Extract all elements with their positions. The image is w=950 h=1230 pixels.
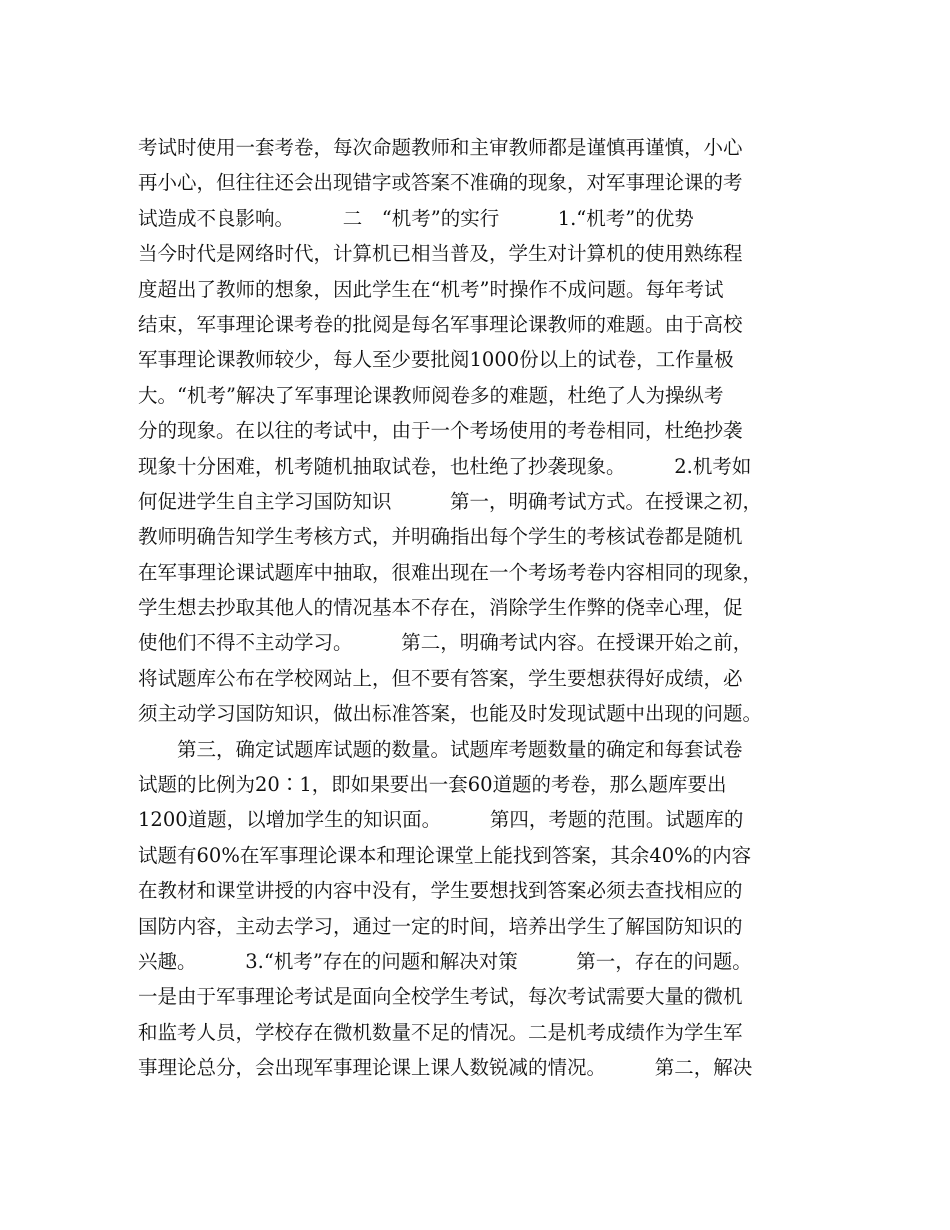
text-line: 须主动学习国防知识，做出标准答案，也能及时发现试题中出现的问题。 <box>138 702 763 726</box>
text-line: 当今时代是网络时代，计算机已相当普及，学生对计算机的使用熟练程 <box>138 242 743 266</box>
text-line: 教师明确告知学生考核方式，并明确指出每个学生的考核试卷都是随机 <box>138 525 743 549</box>
text-line: 分的现象。在以往的考试中，由于一个考场使用的考卷相同，杜绝抄袭 <box>138 419 743 443</box>
text-line: 第三，确定试题库试题的数量。试题库考题数量的确定和每套试卷 <box>138 737 743 761</box>
text-line: 在教材和课堂讲授的内容中没有，学生要想找到答案必须去查找相应的 <box>138 879 743 903</box>
text-line: 事理论总分，会出现军事理论课上课人数锐减的情况。 第二，解决 <box>138 1056 753 1080</box>
text-line: 军事理论课教师较少，每人至少要批阅1000份以上的试卷，工作量极 <box>138 348 734 372</box>
text-line: 试题的比例为20∶1，即如果要出一套60道题的考卷，那么题库要出 <box>138 773 727 797</box>
text-line: 在军事理论课试题库中抽取，很难出现在一个考场考卷内容相同的现象， <box>138 560 763 584</box>
body-text <box>138 130 828 1086</box>
text-line: 度超出了教师的想象，因此学生在“机考”时操作不成问题。每年考试 <box>138 277 724 301</box>
text-line: 考试时使用一套考卷，每次命题教师和主审教师都是谨慎再谨慎，小心 <box>138 136 743 159</box>
text-line: 试造成不良影响。 二 “机考”的实行 1.“机考”的优势 <box>138 206 694 230</box>
text-line: 兴趣。 3.“机考”存在的问题和解决对策 第一，存在的问题。 <box>138 949 752 973</box>
text-line: 学生想去抄取其他人的情况基本不存在，消除学生作弊的侥幸心理，促 <box>138 596 743 620</box>
text-line: 和监考人员，学校存在微机数量不足的情况。二是机考成绩作为学生军 <box>138 1020 743 1044</box>
text-line: 再小心，但往往还会出现错字或答案不准确的现象，对军事理论课的考 <box>138 171 743 195</box>
text-line: 结束，军事理论课考卷的批阅是每名军事理论课教师的难题。由于高校 <box>138 312 743 336</box>
text-line: 使他们不得不主动学习。 第二，明确考试内容。在授课开始之前， <box>138 631 753 655</box>
text-line: 大。“机考”解决了军事理论课教师阅卷多的难题，杜绝了人为操纵考 <box>138 383 724 407</box>
text-line: 一是由于军事理论考试是面向全校学生考试，每次考试需要大量的微机 <box>138 985 743 1009</box>
text-line: 1200道题，以增加学生的知识面。 第四，考题的范围。试题库的 <box>138 808 744 832</box>
text-line: 何促进学生自主学习国防知识 第一，明确考试方式。在授课之初， <box>138 489 763 513</box>
text-line: 国防内容，主动去学习，通过一定的时间，培养出学生了解国防知识的 <box>138 914 743 938</box>
text-line: 现象十分困难，机考随机抽取试卷，也杜绝了抄袭现象。 2.机考如 <box>138 454 752 478</box>
text-line: 试题有60%在军事理论课本和理论课堂上能找到答案，其余40%的内容 <box>138 843 752 867</box>
text-line: 将试题库公布在学校网站上，但不要有答案，学生要想获得好成绩，必 <box>138 666 743 690</box>
